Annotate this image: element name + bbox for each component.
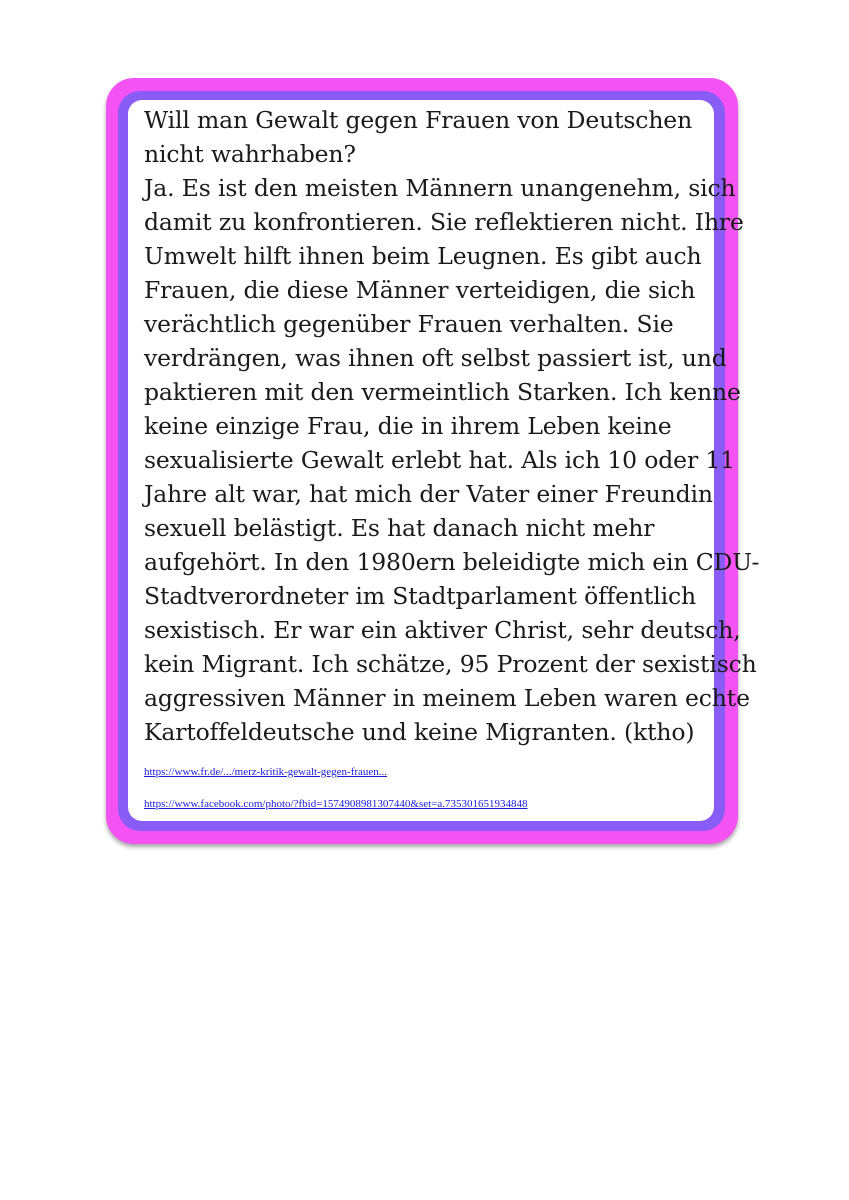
text-line: aggressiven Männer in meinem Leben waren echte (144, 684, 750, 712)
article-text (144, 100, 760, 749)
source-links (144, 765, 714, 811)
fr-article-link[interactable]: https://www.fr.de/.../merz-kritik-gewalt-gegen-frauen... (144, 766, 388, 778)
text-line: sexuell belästigt. Es hat danach nicht mehr (144, 514, 655, 542)
text-line: Kartoffeldeutsche und keine Migranten. (ktho) (144, 718, 695, 746)
text-line: Frauen, die diese Männer verteidigen, die sich (144, 276, 696, 304)
text-line: verdrängen, was ihnen oft selbst passiert ist, und (144, 344, 727, 372)
facebook-photo-link[interactable]: https://www.facebook.com/photo/?fbid=1574908981307440&set=a.735301651934848 (144, 798, 528, 810)
text-line: paktieren mit den vermeintlich Starken. Ich kenne (144, 378, 741, 406)
text-card (128, 100, 760, 821)
text-line: Umwelt hilft ihnen beim Leugnen. Es gibt auch (144, 242, 702, 270)
text-line: nicht wahrhaben? (144, 140, 356, 168)
text-line: kein Migrant. Ich schätze, 95 Prozent der sexistisch (144, 650, 757, 678)
text-line: keine einzige Frau, die in ihrem Leben keine (144, 412, 672, 440)
text-line: verächtlich gegenüber Frauen verhalten. Sie (144, 310, 674, 338)
text-line: Stadtverordneter im Stadtparlament öffentlich (144, 582, 696, 610)
text-line: sexistisch. Er war ein aktiver Christ, sehr deutsch, (144, 616, 741, 644)
text-line: Jahre alt war, hat mich der Vater einer Freundin (144, 480, 713, 508)
text-line: Will man Gewalt gegen Frauen von Deutschen (144, 106, 693, 134)
text-line: sexualisierte Gewalt erlebt hat. Als ich 10 oder 11 (144, 446, 735, 474)
text-line: aufgehört. In den 1980ern beleidigte mich ein CDU- (144, 548, 760, 576)
text-line: Ja. Es ist den meisten Männern unangenehm, sich (144, 174, 736, 202)
text-line: damit zu konfrontieren. Sie reflektieren nicht. Ihre (144, 208, 744, 236)
